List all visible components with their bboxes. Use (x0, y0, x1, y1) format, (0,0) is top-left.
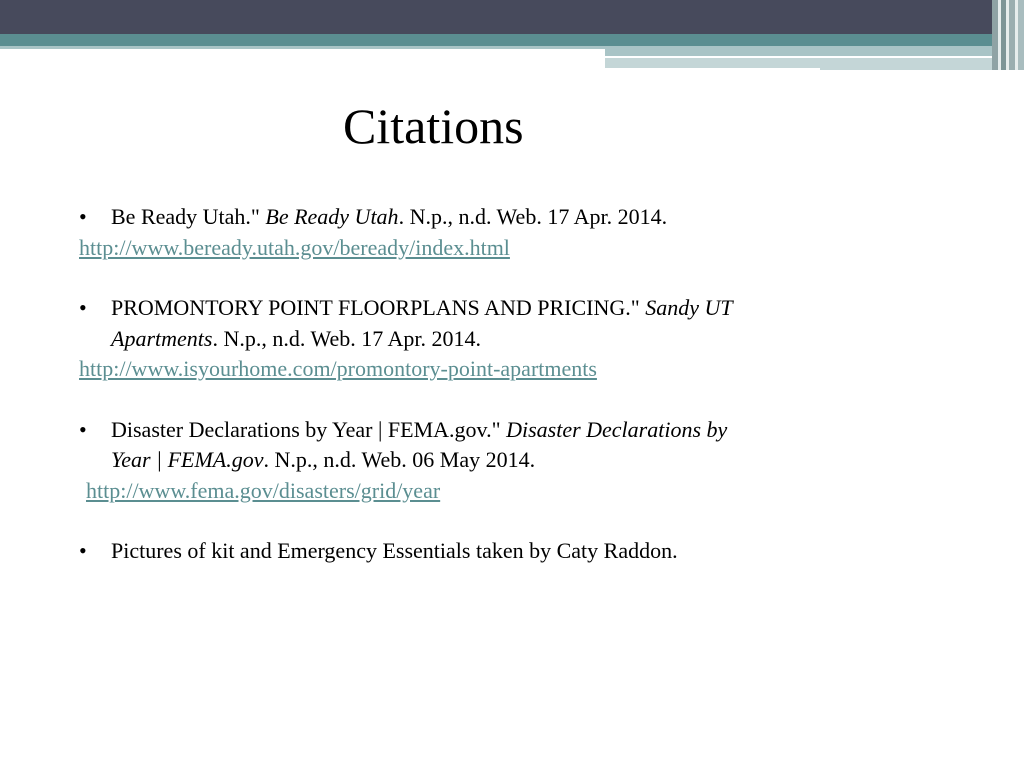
bullet-icon: • (79, 416, 87, 442)
citation-item (79, 202, 759, 233)
citation-source-title: Disaster Declarations by Year | FEMA.gov (111, 416, 728, 472)
citation-text: PROMONTORY POINT FLOORPLANS AND PRICING." (111, 295, 646, 320)
citation-link[interactable]: http://www.isyourhome.com/promontory-point-apartments (79, 356, 597, 381)
citation-text: Be Ready Utah." (111, 204, 266, 229)
citation-item (79, 415, 759, 476)
citation-source-title: Be Ready Utah (265, 204, 399, 229)
citation-list (79, 202, 759, 567)
bullet-icon: • (79, 538, 87, 563)
header-light-stripe (0, 46, 605, 49)
corner-stripe (1018, 0, 1024, 70)
bullet-icon: • (79, 295, 87, 320)
bullet-icon: • (79, 204, 87, 229)
slide-title: Citations (343, 98, 524, 154)
header-accent-bar (0, 34, 1024, 46)
citation-item (79, 536, 759, 567)
citation-link[interactable]: http://www.fema.gov/disasters/grid/year (86, 477, 441, 503)
header-light-stripe (605, 46, 1024, 56)
citation-text: Pictures of kit and Emergency Essentials taken by Caty Raddon. (111, 538, 678, 563)
citation-item (79, 293, 759, 354)
citation-text: . N.p., n.d. Web. 17 Apr. 2014. (398, 204, 668, 229)
citation-text: . N.p., n.d. Web. 06 May 2014. (263, 447, 536, 472)
citation-text: . N.p., n.d. Web. 17 Apr. 2014. (212, 325, 481, 351)
citation-link[interactable]: http://www.beready.utah.gov/beready/index.html (79, 234, 510, 260)
citation-source-title: Sandy UT Apartments (111, 295, 733, 351)
header-light-stripe (605, 58, 1024, 68)
citation-text: Disaster Declarations by Year | FEMA.gov." (111, 416, 507, 442)
header-bar (0, 0, 1024, 34)
